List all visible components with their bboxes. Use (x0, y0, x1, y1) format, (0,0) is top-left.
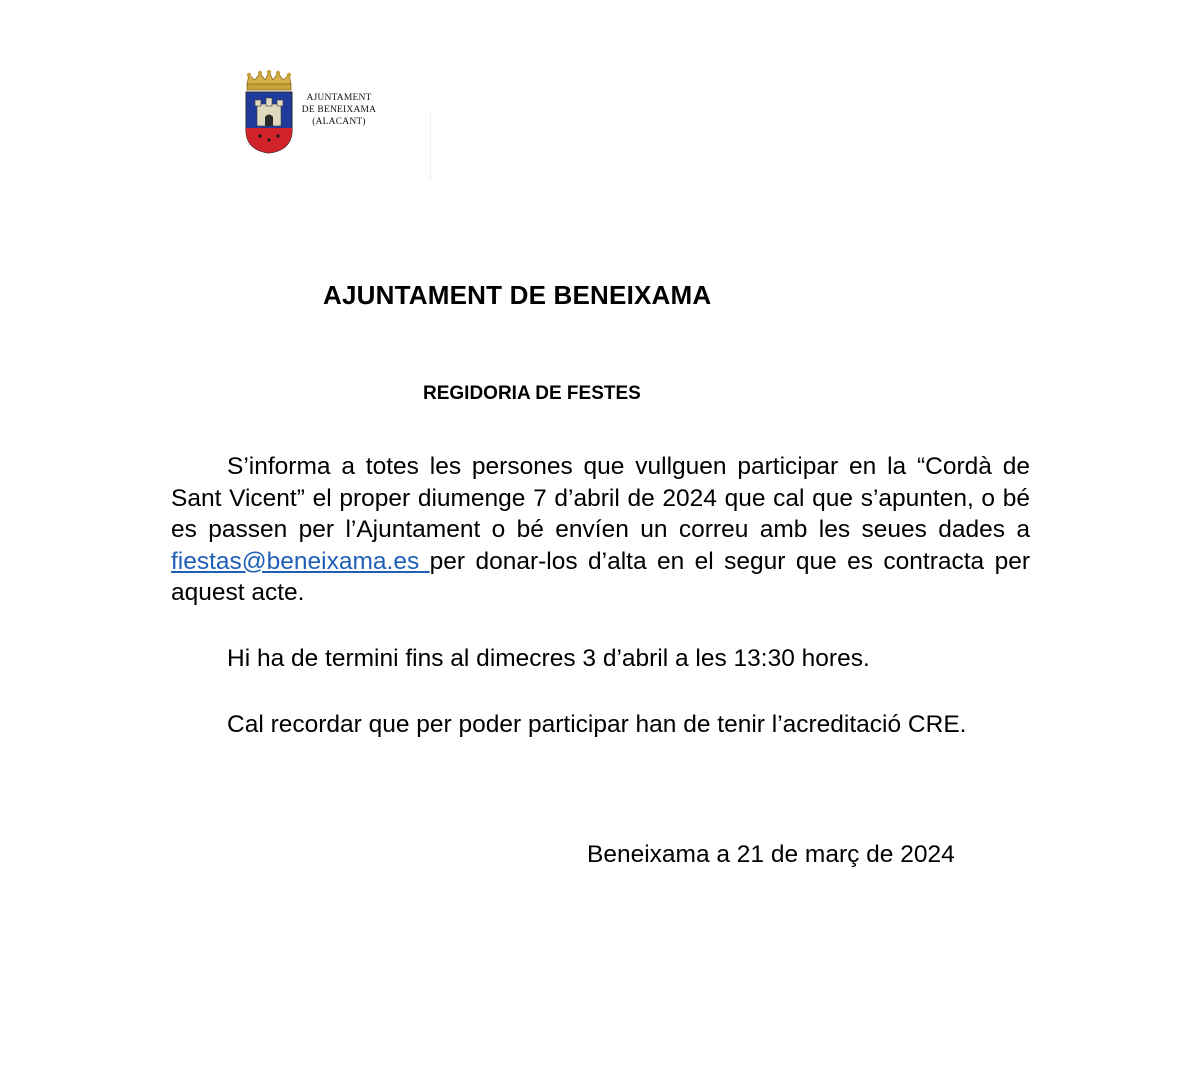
crown-icon (247, 70, 291, 90)
paragraph-1-text: S’informa a totes les persones que vullguen participar en la “Cordà de Sant Vicent” el proper diumenge 7 d’abril de 2024 que cal que s’apunten, o bé es passen per l’Ajuntament o bé envíen un correu amb les seues dades a (171, 453, 1030, 543)
coat-of-arms-icon (243, 70, 295, 154)
date-signature: Beneixama a 21 de març de 2024 (587, 841, 955, 868)
logo-line-2: DE BENEIXAMA (301, 105, 377, 115)
page-subtitle: REGIDORIA DE FESTES (423, 383, 641, 404)
page-title: AJUNTAMENT DE BENEIXAMA (323, 280, 712, 310)
paragraph-deadline: Hi ha de termini fins al dimecres 3 d’abril a les 13:30 hores. (227, 645, 870, 672)
paragraph-registration (171, 451, 1030, 609)
paragraph-accreditation: Cal recordar que per poder participar han de tenir l’acreditació CRE. (227, 711, 967, 738)
logo-line-3: (ALACANT) (312, 117, 366, 127)
logo-line-1: AJUNTAMENT (306, 93, 372, 103)
email-link[interactable]: fiestas@beneixama.es (171, 547, 430, 575)
divider (430, 110, 431, 180)
logo-text (297, 92, 381, 128)
paragraph-1-text-end: per donar-los d’alta en el segur que es contracta per aquest acte. (171, 547, 1030, 606)
municipal-logo (243, 70, 393, 160)
